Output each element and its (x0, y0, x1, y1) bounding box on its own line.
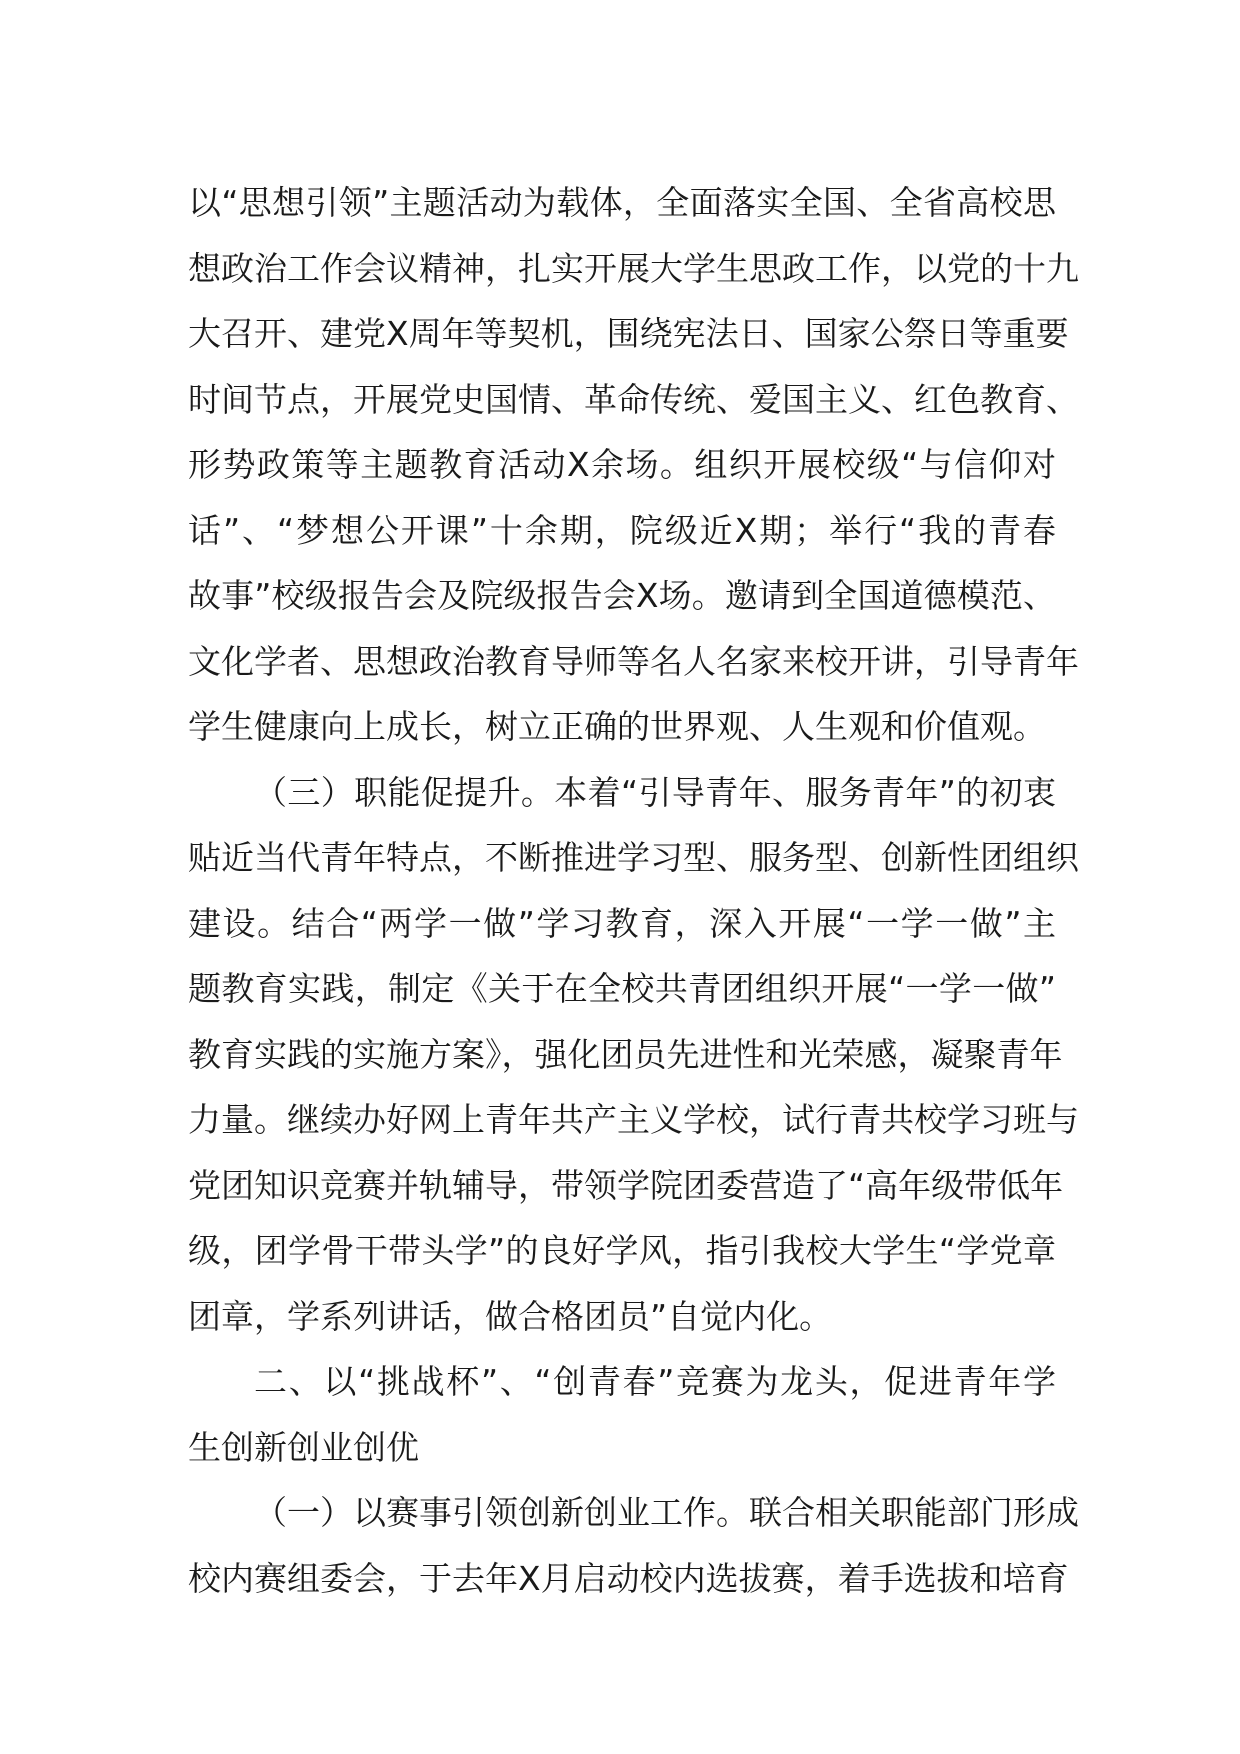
text-line: 以“思想引领”主题活动为载体，全面落实全国、全省高校思 (188, 183, 1056, 222)
text-line: 故事”校级报告会及院级报告会X场。邀请到全国道德模范、 (188, 576, 1056, 615)
text-line: 建设。结合“两学一做”学习教育，深入开展“一学一做”主 (188, 903, 1056, 943)
text-line: 力量。继续办好网上青年共产主义学校，试行青共校学习班与 (188, 1100, 1079, 1139)
text-line: 团章，学系列讲话，做合格团员”自觉内化。 (188, 1296, 833, 1336)
text-line: 大召开、建党X周年等契机，围绕宪法日、国家公祭日等重要 (188, 314, 1069, 353)
text-line: 教育实践的实施方案》，强化团员先进性和光荣感，凝聚青年 (188, 1034, 1063, 1074)
chapter-heading-line: 二、以“挑战杯”、“创青春”竞赛为龙头，促进青年学 (254, 1362, 1056, 1401)
text-line: 形势政策等主题教育活动X余场。组织开展校级“与信仰对 (188, 445, 1056, 484)
text-line: 时间节点，开展党史国情、革命传统、爱国主义、红色教育、 (188, 379, 1079, 419)
text-line: 学生健康向上成长，树立正确的世界观、人生观和价值观。 (188, 707, 1046, 746)
text-line: 党团知识竞赛并轨辅导，带领学院团委营造了“高年级带低年 (188, 1165, 1064, 1205)
text-line: 想政治工作会议精神，扎实开展大学生思政工作，以党的十九 (188, 248, 1079, 288)
section-heading-line: （三）职能促提升。本着“引导青年、服务青年”的初衷 (254, 772, 1056, 812)
text-line: 级，团学骨干带头学”的良好学风，指引我校大学生“学党章 (188, 1231, 1056, 1270)
text-line: 题教育实践，制定《关于在全校共青团组织开展“一学一做” (188, 969, 1056, 1008)
text-line: 话”、“梦想公开课”十余期，院级近X期；举行“我的青春 (188, 510, 1056, 550)
text-line: 校内赛组委会，于去年X月启动校内选拔赛，着手选拔和培育 (188, 1558, 1069, 1598)
text-line: 文化学者、思想政治教育导师等名人名家来校开讲，引导青年 (188, 641, 1079, 681)
chapter-heading-line: 生创新创业创优 (188, 1427, 419, 1467)
document-body (188, 170, 1079, 1611)
text-line: 贴近当代青年特点，不断推进学习型、服务型、创新性团组织 (188, 838, 1079, 877)
section-heading-line: （一）以赛事引领创新创业工作。联合相关职能部门形成 (254, 1493, 1079, 1532)
